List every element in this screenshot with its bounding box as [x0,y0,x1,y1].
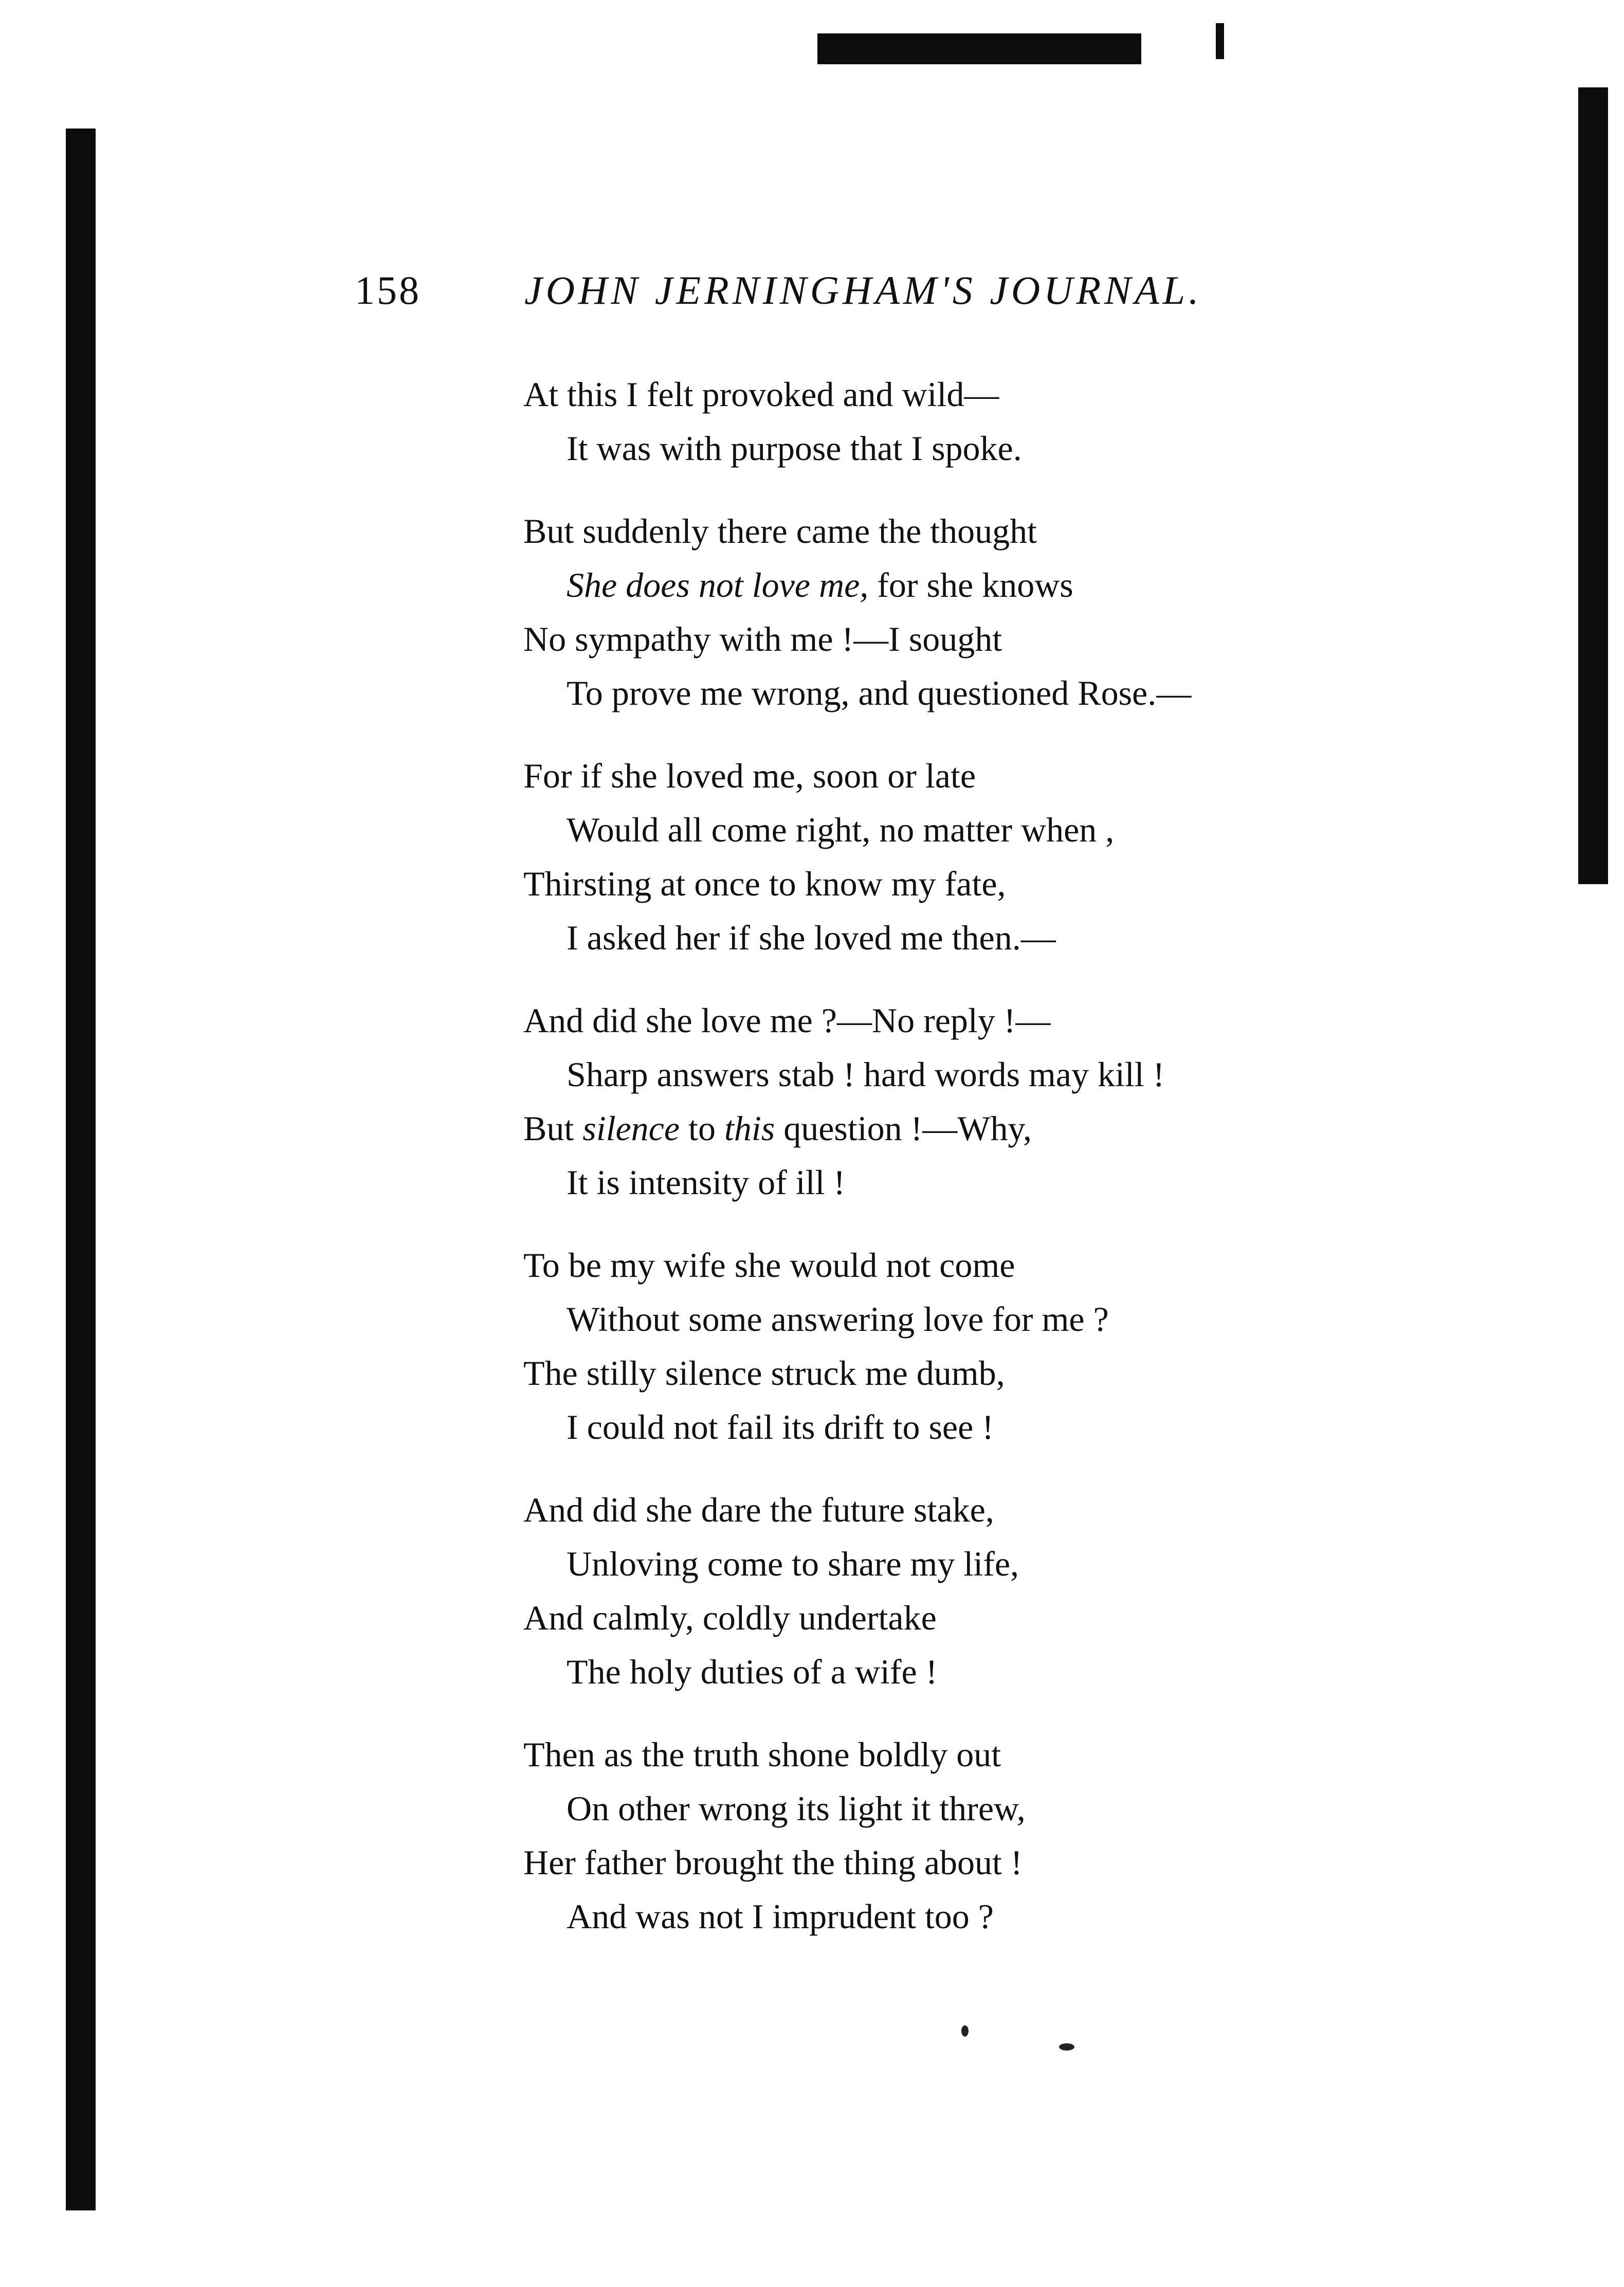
scan-border-right [1578,87,1608,884]
poem-line: Unloving come to share my life, [567,1544,1019,1583]
scan-mark-top [1216,23,1224,59]
poem-line: To be my wife she would not come [523,1246,1015,1285]
poem-line: It is intensity of ill ! [567,1163,846,1202]
running-title: JOHN JERNINGHAM'S JOURNAL. [524,268,1202,313]
line-text: But [523,1109,583,1148]
poem-stanza [523,1483,1356,1699]
poem-line: Would all come right, no matter when , [567,810,1115,849]
italic-text: She does not love me, [567,565,869,605]
poem-line: The holy duties of a wife ! [567,1652,938,1691]
italic-text: silence [582,1109,680,1148]
poem-line: But suddenly there came the thought [523,511,1037,551]
scan-speck [961,2025,969,2037]
poem-line: The stilly silence struck me dumb, [523,1353,1005,1393]
poem-line: To prove me wrong, and questioned Rose.— [567,673,1192,712]
poem-line: It was with purpose that I spoke. [567,429,1022,468]
poem-stanza [523,1728,1356,1944]
poem-line: And was not I imprudent too ? [567,1897,994,1936]
poem-line: Thirsting at once to know my fate, [523,864,1006,903]
poem-line: No sympathy with me !—I sought [523,619,1002,658]
poem-stanza [523,749,1356,965]
scan-border-left [66,129,96,2210]
poem-line: Then as the truth shone boldly out [523,1735,1001,1774]
poem-line: Her father brought the thing about ! [523,1843,1023,1882]
poem-line: Without some answering love for me ? [567,1300,1109,1339]
poem-body [523,368,1356,1972]
poem-line: For if she loved me, soon or late [523,756,976,795]
poem-stanza [523,368,1356,475]
italic-text: this [724,1109,775,1148]
poem-stanza [523,504,1356,720]
poem-line: I asked her if she loved me then.— [567,918,1056,957]
poem-stanza [523,1238,1356,1454]
line-text: for she knows [868,565,1073,605]
poem-line: And calmly, coldly undertake [523,1598,937,1637]
line-text: to [680,1109,724,1148]
scan-border-top [817,33,1141,64]
poem-line [523,1102,1356,1156]
poem-line: I could not fail its drift to see ! [567,1407,994,1447]
poem-line: Sharp answers stab ! hard words may kill ! [567,1055,1165,1094]
poem-line [523,558,1356,612]
scan-speck [1059,2043,1074,2051]
poem-line: And did she love me ?—No reply !— [523,1001,1051,1040]
page-header [0,267,1624,339]
line-text: question !—Why, [775,1109,1032,1148]
page-number: 158 [355,268,421,313]
poem-line: And did she dare the future stake, [523,1490,994,1529]
poem-line: At this I felt provoked and wild— [523,375,999,414]
poem-stanza [523,994,1356,1210]
poem-line: On other wrong its light it threw, [567,1789,1026,1828]
